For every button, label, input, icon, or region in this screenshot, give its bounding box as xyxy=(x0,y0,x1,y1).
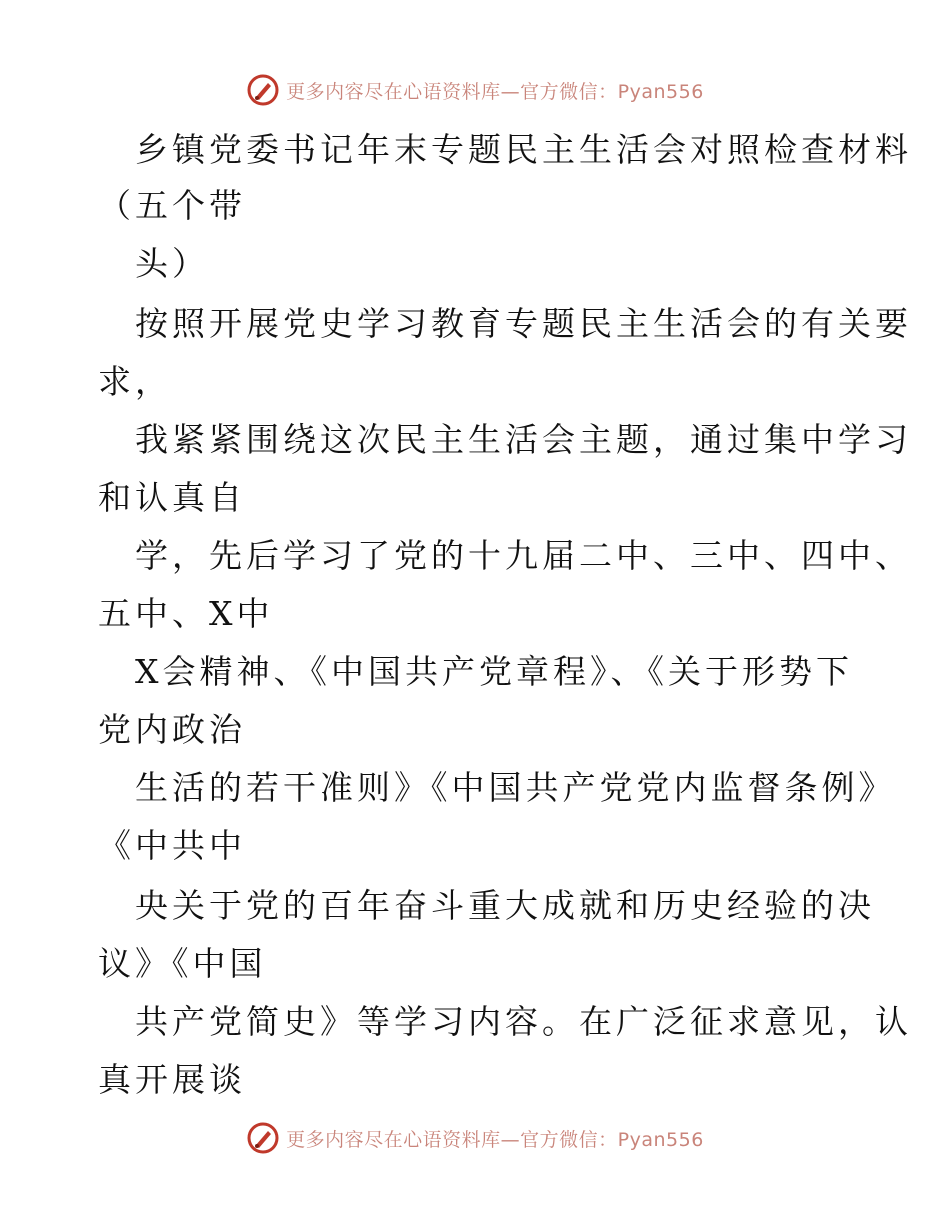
text-line-2: （五个带 xyxy=(98,186,246,225)
footer-banner-text: 更多内容尽在心语资料库—官方微信：Pyan556 xyxy=(286,1128,704,1151)
text-line-5: 求， xyxy=(98,362,172,401)
text-line-13: 《中共中 xyxy=(98,826,246,865)
text-line-9: 五中、X中 xyxy=(98,594,274,633)
text-line-17: 真开展谈 xyxy=(98,1060,246,1099)
text-line-8: 学，先后学习了党的十九届二中、三中、四中、 xyxy=(135,536,912,575)
header-banner-text: 更多内容尽在心语资料库—官方微信：Pyan556 xyxy=(286,80,704,103)
text-line-4: 按照开展党史学习教育专题民主生活会的有关要 xyxy=(135,304,912,343)
text-line-10: X会精神、《中国共产党章程》、《关于形势下 xyxy=(135,652,853,691)
pen-logo-icon xyxy=(246,73,280,107)
text-line-7: 和认真自 xyxy=(98,478,246,517)
text-line-11: 党内政治 xyxy=(98,710,246,749)
text-line-6: 我紧紧围绕这次民主生活会主题，通过集中学习 xyxy=(135,420,912,459)
text-line-1: 乡镇党委书记年末专题民主生活会对照检查材料 xyxy=(135,130,912,169)
footer-watermark-banner xyxy=(0,1118,950,1158)
text-line-3: 头） xyxy=(135,244,209,283)
pen-logo-icon xyxy=(246,1121,280,1155)
header-watermark-banner xyxy=(0,70,950,110)
text-line-12: 生活的若干准则》《中国共产党党内监督条例》 xyxy=(135,768,896,807)
text-line-15: 议》《中国 xyxy=(98,944,267,983)
text-line-14: 央关于党的百年奋斗重大成就和历史经验的决 xyxy=(135,886,875,925)
text-line-16: 共产党简史》等学习内容。在广泛征求意见，认 xyxy=(135,1002,912,1041)
